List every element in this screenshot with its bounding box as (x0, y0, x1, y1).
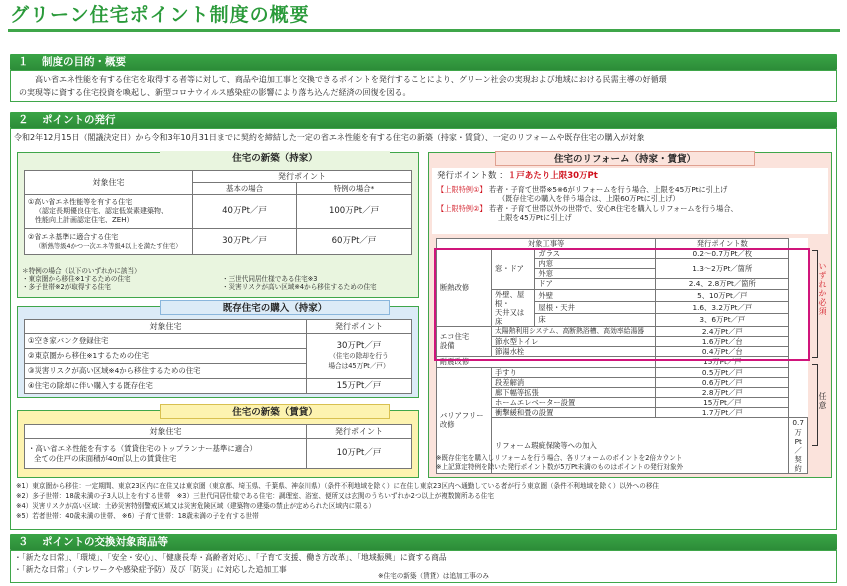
existing-row-0: ①空き家バンク登録住宅 (25, 334, 307, 349)
section1-box (10, 70, 837, 102)
rent-t1: ・高い省エネ性能を有する（賃貸住宅のトップランナー基準に適合） (28, 443, 257, 453)
row2-basic: 30万Pt／戸 (193, 229, 297, 255)
existing-row-1: ②東京圏から移住※1するための住宅 (25, 349, 307, 364)
outer-cell: 外窓 (535, 269, 656, 279)
existing-pt1-note1: （住宅の除却を行う (329, 352, 389, 360)
sp1-t1: 若者・子育て世帯※5※6がリフォームを行う場合、上限を45万Ptに引上げ (488, 185, 728, 194)
table-row (437, 367, 808, 377)
col-special: 特例の場合* (297, 183, 412, 195)
section1-num: １ (18, 56, 29, 68)
rent-t2: 全ての住戸の床面積が40㎡以上の賃貸住宅 (34, 453, 177, 463)
special-note-0: ＊特例の場合（以下のいずれかに該当） (22, 267, 141, 275)
new-rent-head: 住宅の新築（賃貸） (160, 404, 390, 419)
door-pt: 2.4、2.8万Pt／箇所 (656, 279, 789, 289)
existing-pt1-note2: 場合は45万Pt／戸） (328, 362, 390, 370)
ins-pt: 0.7万Pt／契約 (789, 418, 808, 474)
col-pt: 発行ポイント数 (656, 239, 789, 249)
solar-cell: 太陽熱利用システム、高断熱浴槽、高効率給湯器 (492, 326, 656, 336)
col-basic: 基本の場合 (193, 183, 297, 195)
rent-col-target: 対象住宅 (25, 425, 307, 439)
row2-special: 60万Pt／戸 (297, 229, 412, 255)
col-work: 対象工事等 (437, 239, 656, 249)
col-point: 発行ポイント (193, 171, 412, 183)
existing-row-3: ④住宅の除却に伴い購入する既存住宅 (25, 379, 307, 394)
row1-special: 100万Pt／戸 (297, 195, 412, 229)
rail-cell: 手すり (492, 367, 656, 377)
section1-text1: 高い省エネ性能を有する住宅を取得する者等に対して、商品や追加工事と交換できるポイントを発行することにより、グリーン社会の実現および地域における民需主導の好循環 (35, 75, 667, 84)
new-rent-table (24, 424, 412, 469)
table-row (25, 334, 412, 349)
section2-num: ２ (18, 114, 29, 126)
toilet-pt: 1.6万Pt／台 (656, 336, 789, 346)
optional-label: 任意 (818, 392, 827, 410)
existing-row-2: ③災害リスクが高い区域※4から移住するための住宅 (25, 364, 307, 379)
table-row (437, 377, 808, 387)
table-row (437, 408, 808, 418)
roof-pt: 1.6、3.2万Pt／戸 (656, 301, 789, 313)
must-label: いずれか必須 (818, 262, 827, 316)
reform-note-2: ※上記算定特例を除いた発行ポイント数が5万Pt未満のものはポイントの発行対象外 (436, 463, 684, 471)
footnote-0: ※1）東京圏から移住：一定期間、東京23区内に在住又は東京圏（東京都、埼玉県、千葉県、神奈川県）（条件不利地域を除く）に在住し東京23区内へ通勤している者が行う東京圏（条件不利地域を除く）以外への移住 (16, 482, 660, 490)
eco-l2: 設備 (440, 341, 455, 351)
step-cell: 段差解消 (492, 377, 656, 387)
special-note-3: ・三世代同居仕様である住宅※3 (222, 275, 318, 283)
section2-label: ポイントの発行 (42, 114, 116, 126)
rent-pt: 10万Pt／戸 (307, 439, 412, 469)
rent-col-point: 発行ポイント (307, 425, 412, 439)
special-note-2: ・多子世帯※2が取得する住宅 (22, 283, 111, 291)
toilet-cell: 節水型トイレ (492, 336, 656, 346)
roof-cell: 屋根・天井 (535, 301, 656, 313)
section1-label: 制度の目的・概要 (42, 56, 126, 68)
quake-cell: 耐震改修 (437, 356, 656, 367)
elev-pt: 15万Pt／戸 (656, 398, 789, 408)
new-own-table (24, 170, 412, 255)
wall-cell: 外壁 (535, 289, 656, 301)
glass-cell: ガラス (535, 249, 656, 259)
table-row (25, 439, 412, 469)
quake-pt: 15万Pt／戸 (656, 356, 789, 367)
sp2-t1: 若者・子育て世帯以外の世帯で、安心R住宅を購入しリフォームを行う場合、 (488, 204, 738, 213)
table-row (25, 195, 412, 229)
row2-l1: ②省エネ基準に適合する住宅 (28, 232, 119, 241)
outer-pt: 1.3〜2万Pt／箇所 (656, 259, 789, 279)
door-cell: ドア (535, 279, 656, 289)
existing-table (24, 319, 412, 394)
section1-text2: の実現等に資する住宅投資を喚起し、新型コロナウイルス感染症の影響により落ち込んだ経済の回復を図る。 (19, 88, 411, 97)
elev-cell: ホームエレベーター設置 (492, 398, 656, 408)
inner-cell: 内窓 (535, 259, 656, 269)
ins-cell: リフォーム瑕疵保険等への加入 (492, 418, 789, 474)
existing-pt2: 15万Pt／戸 (307, 379, 412, 394)
table-row (25, 379, 412, 394)
row1-l1: ①高い省エネ性能等を有する住宅 (28, 198, 133, 206)
insul-cell: 断熱改修 (437, 249, 492, 326)
sp2-label: 【上限特例②】 (437, 204, 487, 213)
reform-pts-value: １戸あたり上限30万Pt (507, 171, 598, 181)
existing-head: 既存住宅の購入（持家） (160, 300, 390, 315)
hall-pt: 2.8万Pt／戸 (656, 388, 789, 398)
faucet-cell: 節湯水栓 (492, 346, 656, 356)
table-row (25, 229, 412, 255)
rail-pt: 0.5万Pt／戸 (656, 367, 789, 377)
floor-cell: 床 (535, 314, 656, 326)
wall-l2: 天井又は床 (495, 307, 525, 326)
solar-pt: 2.4万Pt／戸 (656, 326, 789, 336)
row2-l2: （断熱等級4かつ一次エネ等級4以上を満たす住宅） (35, 242, 182, 250)
sp1-t2: （既存住宅の購入を伴う場合は、上限60万Ptに引上げ） (498, 194, 680, 203)
col-target: 対象住宅 (25, 171, 193, 195)
special-note-4: ・災害リスクが高い区域※4から移住するための住宅 (222, 283, 377, 291)
existing-col-point: 発行ポイント (307, 320, 412, 334)
shock-cell: 衝撃緩和畳の設置 (492, 408, 656, 418)
reform-head: 住宅のリフォーム（持家・賃貸） (495, 151, 755, 166)
section3-note: ※住宅の新築（賃貸）は追加工事のみ (378, 572, 490, 580)
wall-pt: 5、10万Pt／戸 (656, 289, 789, 301)
footnote-3: ※5）若者世帯：40歳未満の世帯、 ※6）子育て世帯：18歳未満の子を有する世帯 (16, 512, 259, 520)
page-title: グリーン住宅ポイント制度の概要 (10, 4, 310, 26)
sp1-label: 【上限特例①】 (437, 185, 487, 194)
hall-cell: 廊下幅等拡張 (492, 388, 656, 398)
table-row (437, 398, 808, 408)
section3-num: ３ (18, 536, 29, 548)
wall-l1: 外壁、屋根・ (495, 289, 525, 308)
faucet-pt: 0.4万Pt／台 (656, 346, 789, 356)
section1-header (10, 54, 837, 70)
window-cell: 窓・ドア (492, 249, 535, 289)
existing-pt1: 30万Pt／戸 (336, 341, 382, 351)
row1-l3: 性能向上計画認定住宅、ZEH） (35, 216, 134, 224)
floor-pt: 3、6万Pt／戸 (656, 314, 789, 326)
section3-label: ポイントの交換対象商品等 (42, 536, 168, 548)
step-pt: 0.6万Pt／戸 (656, 377, 789, 387)
title-rule (8, 29, 840, 32)
new-own-head: 住宅の新築（持家） (160, 151, 390, 166)
sp2-t2: 上限を45万Ptに引上げ (498, 213, 572, 222)
existing-col-target: 対象住宅 (25, 320, 307, 334)
reform-note-1: ※既存住宅を購入しリフォームを行う場合、各リフォームのポイントを2倍カウント (436, 454, 683, 462)
section3-l2: ・「新たな日常」（テレワークや感染症予防）及び「防災」に対応した追加工事 (14, 565, 287, 574)
section2-header (10, 112, 837, 128)
bf-cell: バリアフリー改修 (440, 411, 484, 430)
reform-pts-label: 発行ポイント数 ： (437, 171, 508, 181)
footnote-2: ※4）災害リスクが高い区域：土砂災害特別警戒区域又は災害危険区域（建築物の建築の禁止が定められた区域内に限る） (16, 502, 376, 510)
table-row (437, 388, 808, 398)
glass-pt: 0.2〜0.7万Pt／枚 (656, 249, 789, 259)
required-highlight (434, 248, 810, 361)
shock-pt: 1.7万Pt／戸 (656, 408, 789, 418)
footnote-1: ※2）多子世帯：18歳未満の子3人以上を有する世帯 ※3）三世代同居仕様である住宅：調理室、浴室、便所又は玄関のうちいずれか2つ以上が複数箇所ある住宅 (16, 492, 494, 500)
special-note-1: ・東京圏から移住※1するための住宅 (22, 275, 131, 283)
section3-header (10, 534, 837, 550)
eco-l1: エコ住宅 (440, 332, 470, 342)
row1-l2: （認定長期優良住宅、認定低炭素建築物、 (35, 207, 168, 215)
section3-l1: ・「新たな日常」、「環境」、「安全・安心」、「健康長寿・高齢者対応」、「子育て支援、働き方改革」、「地域振興」に資する商品 (14, 553, 447, 562)
section2-lead: 令和2年12月15日（閣議決定日）から令和3年10月31日までに契約を締結した一定の省エネ性能を有する住宅の新築（持家・賃貸）、一定のリフォームや既存住宅の購入が対象 (14, 133, 645, 142)
row1-basic: 40万Pt／戸 (193, 195, 297, 229)
